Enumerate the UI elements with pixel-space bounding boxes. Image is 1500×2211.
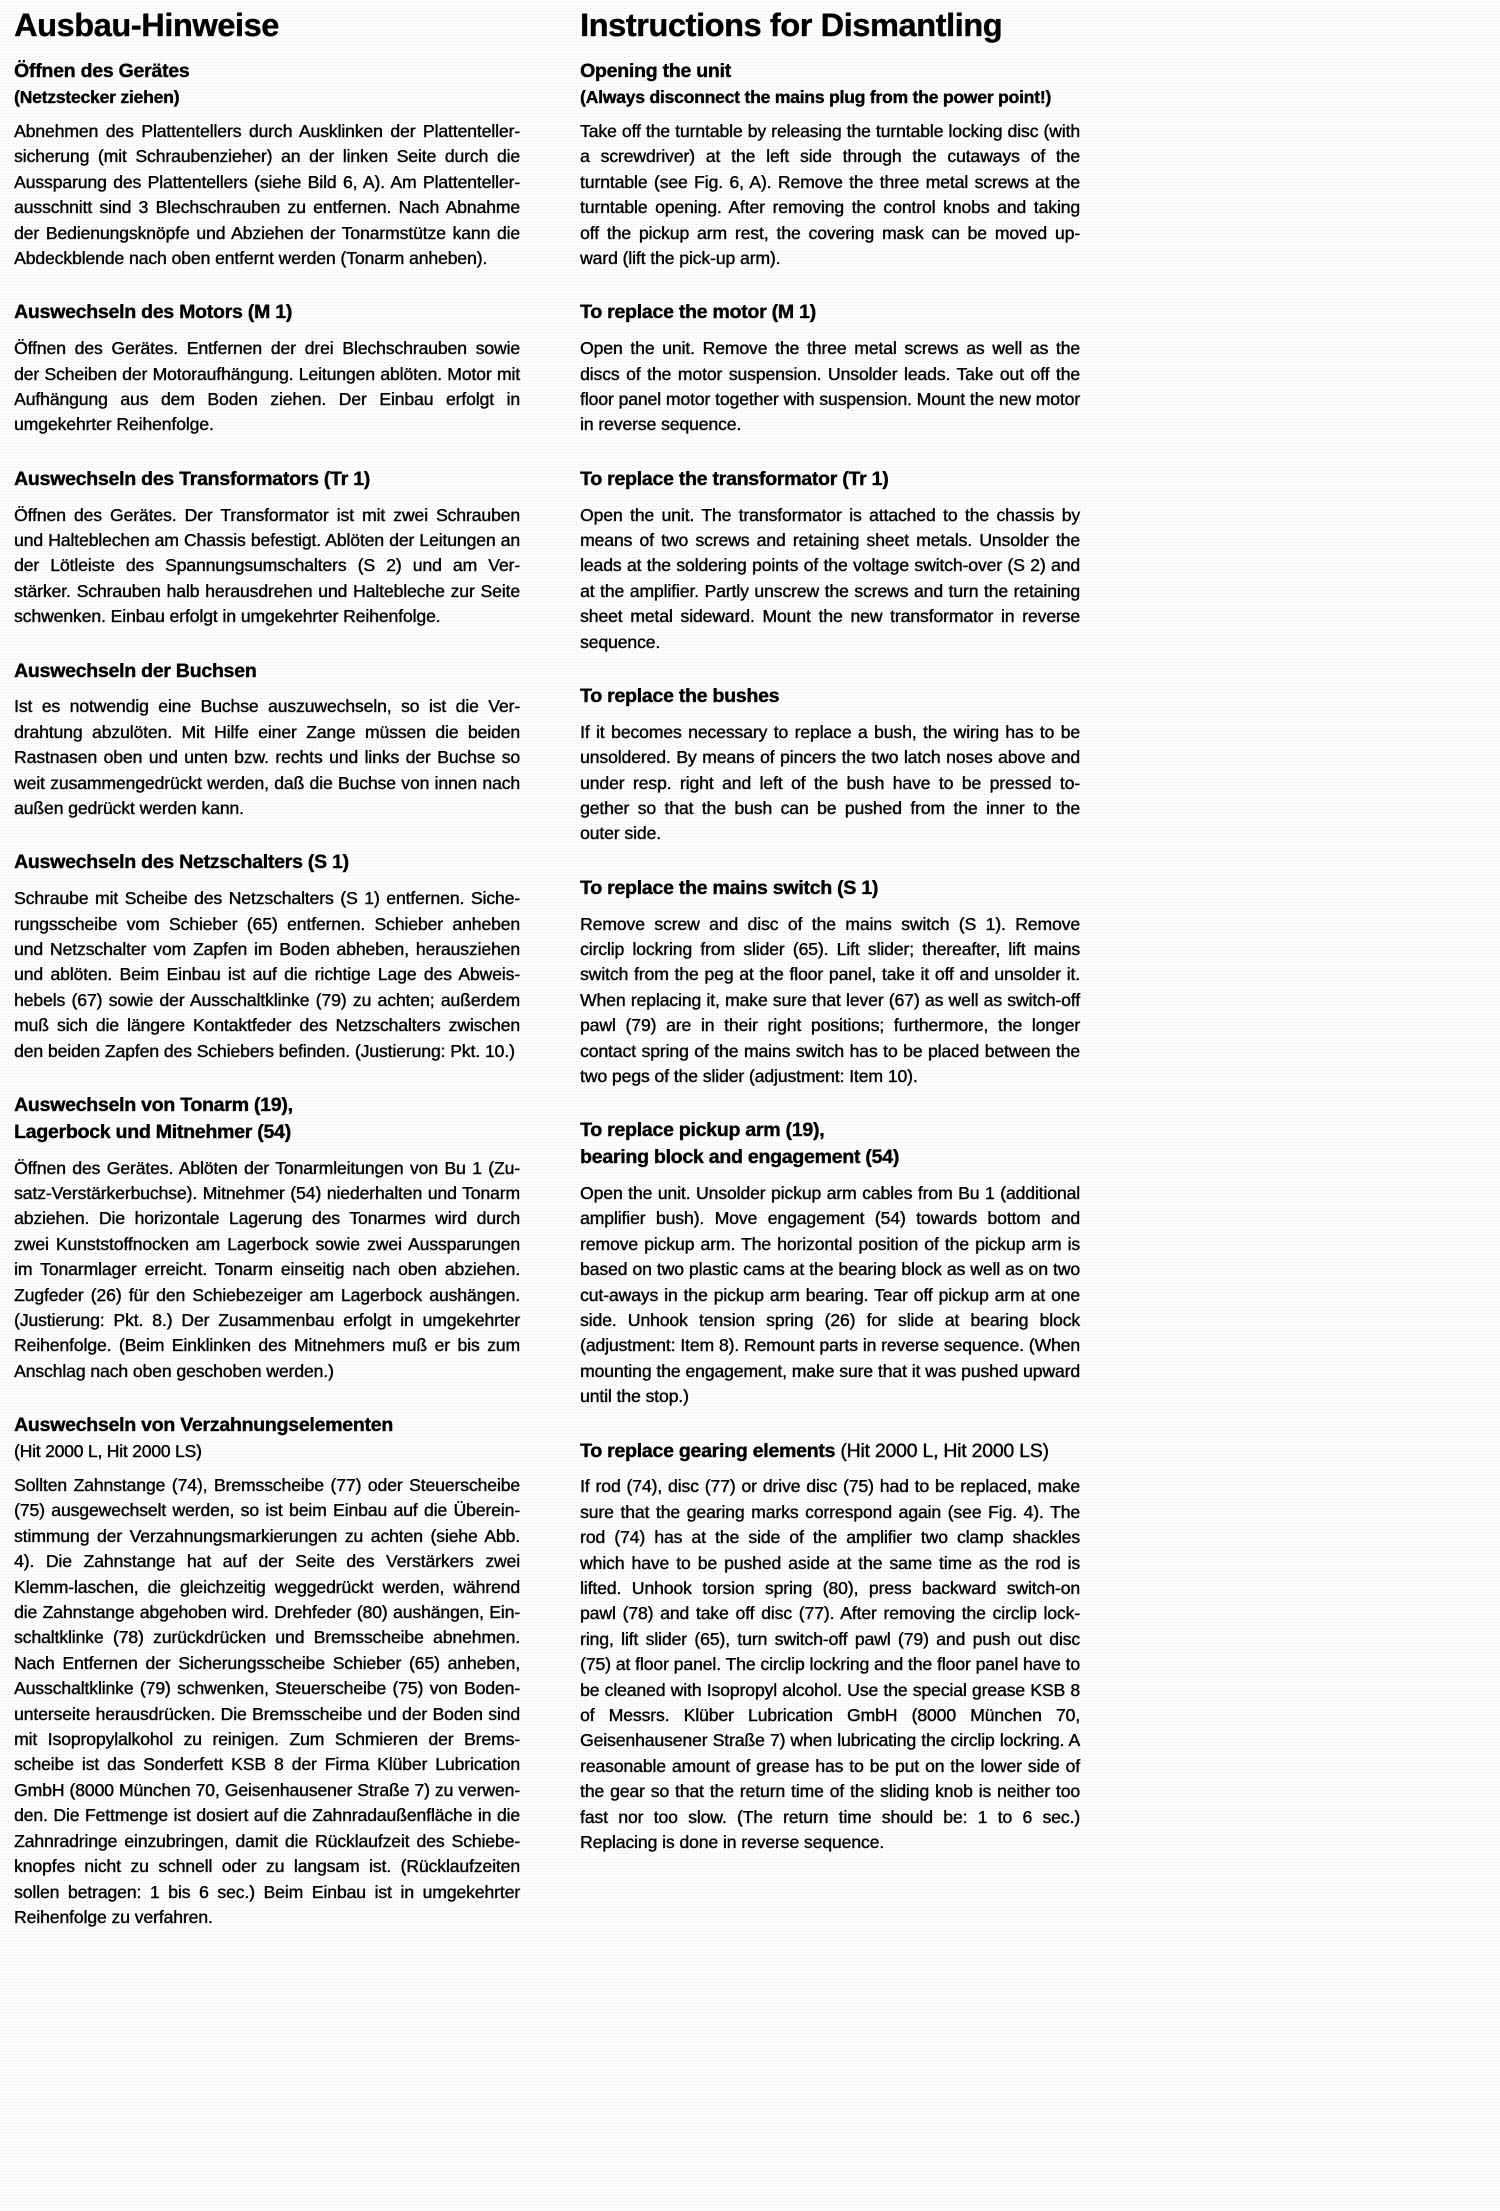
section-body: Open the unit. Unsolder pickup arm cables from Bu 1 (additional amplifier bush). Move engagement (54) towards bottom and remove pickup arm. The horizontal position of the pickup arm is based on two plastic cams at the bearing block as well as on two cut-aways in the pickup arm bearing. Tear off pickup arm at one side. Unhook tension spring (26) for slide at bearing block (adjustment: Item 8). Remount parts in reverse sequence. (When mounting the engagement, make sure that it was pushed upward until the stop.): [580, 1182, 1080, 1407]
section-heading: Auswechseln des Netzschalters (S 1): [14, 851, 349, 874]
section-heading: Auswechseln der Buchsen: [14, 659, 257, 682]
section-heading-text: To replace gearing elements: [580, 1439, 836, 1462]
english-section-gearing: [580, 1440, 1080, 1856]
section-subheading: (Hit 2000 L, Hit 2000 LS): [14, 1441, 202, 1461]
german-section-transformer: [14, 468, 520, 630]
german-section-mains-switch: [14, 851, 520, 1064]
english-section-bushes: [580, 685, 1080, 847]
section-body: Öffnen des Gerätes. Entfernen der drei Blechschrauben sowie der Scheiben der Motoraufhängung. Leitungen ablöten. Motor mit Aufhängung aus dem Boden ziehen. Der Einbau erfolgt in umgekehrter Reihenfolge.: [14, 338, 520, 435]
english-column: [580, 8, 1500, 2211]
section-subheading: (Netzstecker ziehen): [14, 86, 180, 107]
section-body: Take off the turntable by releasing the turntable locking disc (with a screwdriver) at the left side through the cutaways of the turntable (see Fig. 6, A). Remove the three metal screws at the turntable opening. After removing the control knobs and taking off the pickup arm rest, the covering mask can be moved up-ward (lift the pick-up arm).: [580, 120, 1080, 268]
section-heading: To replace the mains switch (S 1): [580, 876, 879, 899]
section-heading-line2: bearing block and engagement (54): [580, 1146, 899, 1169]
section-heading: Auswechseln des Transformators (Tr 1): [14, 467, 370, 490]
section-subheading: (Always disconnect the mains plug from the power point!): [580, 86, 1052, 107]
section-heading: To replace the transformator (Tr 1): [580, 467, 889, 490]
german-section-opening: [14, 60, 520, 271]
english-section-pickup-arm: [580, 1119, 1080, 1409]
section-heading-models: (Hit 2000 L, Hit 2000 LS): [840, 1439, 1049, 1462]
english-section-transformer: [580, 468, 1080, 655]
german-section-pickup-arm: [14, 1094, 520, 1384]
section-heading: [580, 1440, 1080, 1464]
english-section-mains-switch: [580, 877, 1080, 1090]
section-body: Open the unit. The transformator is attached to the chassis by means of two screws and retaining sheet metals. Unsolder the leads at the soldering points of the voltage switch-over (S 2) and at the amplifier. Partly unscrew the screws and turn the retaining sheet metal sideward. Mount the new transformator in reverse sequence.: [580, 504, 1080, 652]
section-heading: Auswechseln von Tonarm (19),: [14, 1094, 293, 1116]
section-body: Schraube mit Scheibe des Netzschalters (S 1) entfernen. Siche-rungsscheibe vom Schieber (65) entfernen. Schieber anheben und Netzschalter vom Zapfen im Boden abheben, herausziehen und ablöten. Beim Einbau ist auf die richtige Lage des Abweis-hebels (67) sowie der Ausschaltklinke (79) zu achten; außerdem muß sich die längere Kontaktfeder des Netzschalters zwischen den beiden Zapfen des Schiebers befinden. (Justierung: Pkt. 10.): [14, 888, 520, 1061]
german-section-gearing: [14, 1414, 520, 1930]
section-body: Remove screw and disc of the mains switch (S 1). Remove circlip lockring from slider (65). Lift slider; thereafter, lift mains switch from the peg at the floor panel, take it off and unsolder it. When replacing it, make sure that lever (67) as well as switch-off pawl (79) are in their right positions; furthermore, the longer contact spring of the mains switch has to be placed between the two pegs of the slider (adjustment: Item 10).: [580, 913, 1080, 1086]
section-heading: Auswechseln von Verzahnungselementen: [14, 1414, 393, 1437]
section-heading: To replace pickup arm (19),: [580, 1119, 825, 1142]
section-heading: To replace the motor (M 1): [580, 301, 816, 324]
section-body: If rod (74), disc (77) or drive disc (75) had to be replaced, make sure that the gearing marks correspond again (see Fig. 4). The rod (74) has at the side of the amplifier two clamp shackles which have to be pushed aside at the same time as the rod is lifted. Unhook torsion spring (80), press backward switch-on pawl (78) and take off disc (77). After removing the circlip lock-ring, lift slider (65), turn switch-off pawl (79) and push out disc (75) at floor panel. The circlip lockring and the floor panel have to be cleaned with Isopropyl alcohol. Use the special grease KSB 8 of Messrs. Klüber Lubrication GmbH (8000 München 70, Geisenhausener Straße 7) when lubricating the circlip lockring. A reasonable amount of grease has to be put on the lower side of the gear so that the return time of the sliding knob is neither too fast nor too slow. (The return time should be: 1 to 6 sec.) Replacing is done in reverse sequence.: [580, 1476, 1080, 1853]
section-heading: Opening the unit: [580, 60, 731, 83]
german-section-bushes: [14, 660, 520, 822]
german-column: [0, 8, 520, 2211]
section-heading: Auswechseln des Motors (M 1): [14, 301, 292, 324]
section-body: If it becomes necessary to replace a bush, the wiring has to be unsoldered. By means of pincers the two latch noses above and under resp. right and left of the bush have to be pressed to-gether so that the bush can be pushed from the inner to the outer side.: [580, 721, 1080, 844]
section-body: Abnehmen des Plattentellers durch Ausklinken der Plattenteller-sicherung (mit Schraubenzieher) an der linken Seite durch die Aussparung des Plattentellers (siehe Bild 6, A). Am Plattenteller-ausschnitt sind 3 Blechschrauben zu entfernen. Nach Abnahme der Bedienungsknöpfe und Abziehen der Tonarmstütze kann die Abdeckblende nach oben entfernt werden (Tonarm anheben).: [14, 120, 520, 268]
section-body: Öffnen des Gerätes. Der Transformator ist mit zwei Schrauben und Halteblechen am Chassis befestigt. Ablöten der Leitungen an der Lötleiste des Spannungsumschalters (S 2) und am Ver-stärker. Schrauben halb herausdrehen und Haltebleche zur Seite schwenken. Einbau erfolgt in umgekehrter Reihenfolge.: [14, 504, 520, 627]
english-page-title: Instructions for Dismantling: [580, 7, 1003, 43]
english-section-motor: [580, 301, 1080, 437]
german-section-motor: [14, 301, 520, 437]
section-body: Open the unit. Remove the three metal screws as well as the discs of the motor suspension. Unsolder leads. Take out off the floor panel motor together with suspension. Mount the new motor in reverse sequence.: [580, 338, 1080, 435]
english-section-opening: [580, 60, 1080, 271]
german-page-title: Ausbau-Hinweise: [14, 7, 279, 43]
section-heading: Öffnen des Gerätes: [14, 60, 190, 83]
section-body: Sollten Zahnstange (74), Bremsscheibe (77) oder Steuerscheibe (75) ausgewechselt werden, so ist beim Einbau auf die Überein-stimmung der Verzahnungsmarkierungen zu achten (siehe Abb. 4). Die Zahnstange hat auf der Seite des Verstärkers zwei Klemm-laschen, die gleichzeitig weggedrückt werden, während die Zahnstange abgehoben wird. Drehfeder (80) aushängen, Ein-schaltklinke (78) zurückdrücken und Bremsscheibe abnehmen. Nach Entfernen der Sicherungsscheibe Schieber (65) anheben, Ausschaltklinke (79) schwenken, Steuerscheibe (75) von Boden-unterseite herausdrücken. Die Bremsscheibe und der Boden sind mit Isopropylalkohol zu reinigen. Zum Schmieren der Brems-scheibe ist das Sonderfett KSB 8 der Firma Klüber Lubrication GmbH (8000 München 70, Geisenhausener Straße 7) zu verwen-den. Die Fettmenge ist dosiert auf die Zahnradaußenfläche in die Zahnradringe einzubringen, damit die Rücklaufzeit des Schiebe-knopfes nicht zu schnell oder zu langsam ist. (Rücklaufzeiten sollen betragen: 1 bis 6 sec.) Beim Einbau ist in umgekehrter Reihenfolge zu verfahren.: [14, 1475, 520, 1927]
section-body: Öffnen des Gerätes. Ablöten der Tonarmleitungen von Bu 1 (Zu-satz-Verstärkerbuchse). Mitnehmer (54) niederhalten und Tonarm abziehen. Die horizontale Lagerung des Tonarmes wird durch zwei Kunststoffnocken am Lagerbock sowie zwei Aussparungen im Tonarmlager erreicht. Tonarm einseitig nach oben abziehen. Zugfeder (26) für den Schiebezeiger am Lagerbock aushängen. (Justierung: Pkt. 8.) Der Zusammenbau erfolgt in umgekehrter Reihenfolge. (Beim Einklinken des Mitnehmers muß er bis zum Anschlag nach oben geschoben werden.): [14, 1157, 520, 1381]
section-heading-line2: Lagerbock und Mitnehmer (54): [14, 1120, 291, 1143]
section-heading: To replace the bushes: [580, 684, 780, 707]
section-body: Ist es notwendig eine Buchse auszuwechseln, so ist die Ver-drahtung abzulöten. Mit Hilfe einer Zange müssen die beiden Rastnasen oben und unten bzw. rechts und links der Buchse so weit zusammengedrückt werden, daß die Buchse von innen nach außen gedrückt werden kann.: [14, 696, 520, 818]
